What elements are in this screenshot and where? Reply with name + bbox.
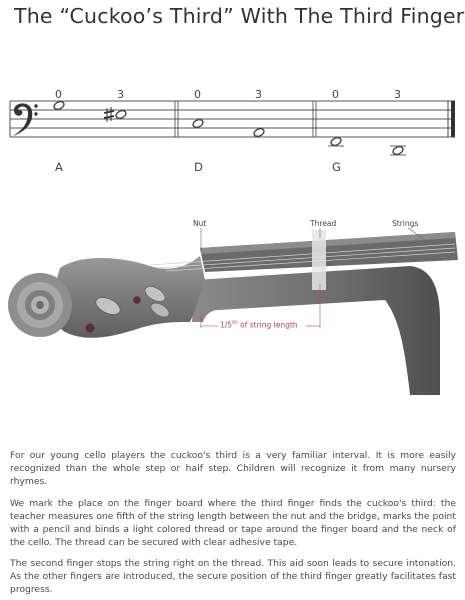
pegbox — [52, 256, 205, 338]
finger-number-g-third: 3 — [394, 88, 401, 101]
staff-lines — [10, 101, 455, 137]
note-name-g: G — [332, 160, 341, 174]
note-c-sharp — [115, 109, 127, 120]
note-b — [392, 145, 404, 156]
note-f-sharp — [253, 127, 265, 138]
note-name-a: A — [55, 160, 63, 174]
bass-clef-icon — [13, 103, 38, 136]
sharp-icon — [104, 107, 114, 122]
thread-marker — [312, 230, 326, 290]
finger-number-g-open: 0 — [332, 88, 339, 101]
finger-number-d-open: 0 — [194, 88, 201, 101]
note-a — [53, 100, 65, 111]
note-d — [192, 118, 204, 129]
measurement-label: 1/5th of string length — [220, 320, 298, 330]
scroll-icon — [8, 273, 72, 337]
thread-label: Thread — [310, 219, 337, 228]
finger-number-a-third: 3 — [117, 88, 124, 101]
page-title: The “Cuckoo’s Third” With The Third Finger — [14, 4, 465, 28]
strings-label: Strings — [392, 219, 419, 228]
music-staff — [0, 80, 465, 180]
nut-label: Nut — [193, 219, 207, 228]
note-g — [330, 136, 342, 147]
finger-number-d-third: 3 — [255, 88, 262, 101]
paragraph-3: The second finger stops the string right on the thread. This aid soon leads to secure intonation. As the other fingers are introduced, the secure position of the third finger greatly facilitates fast progress. — [10, 558, 456, 595]
paragraph-1: For our young cello players the cuckoo's third is a very familiar interval. It is more easily recognized than the whole step or half step. Children will recognize it from many nursery rhymes. — [10, 450, 456, 487]
cello-scroll-diagram — [0, 210, 465, 410]
paragraph-2: We mark the place on the finger board where the third finger finds the cuckoo's third: the teacher measures one fifth of the string length between the nut and the bridge, marks the point with a pencil and binds a light colored thread or tape around the finger board and the neck of the cello. The thread can be secured with clear adhesive tape. — [10, 498, 456, 548]
finger-number-a-open: 0 — [55, 88, 62, 101]
note-name-d: D — [194, 160, 203, 174]
